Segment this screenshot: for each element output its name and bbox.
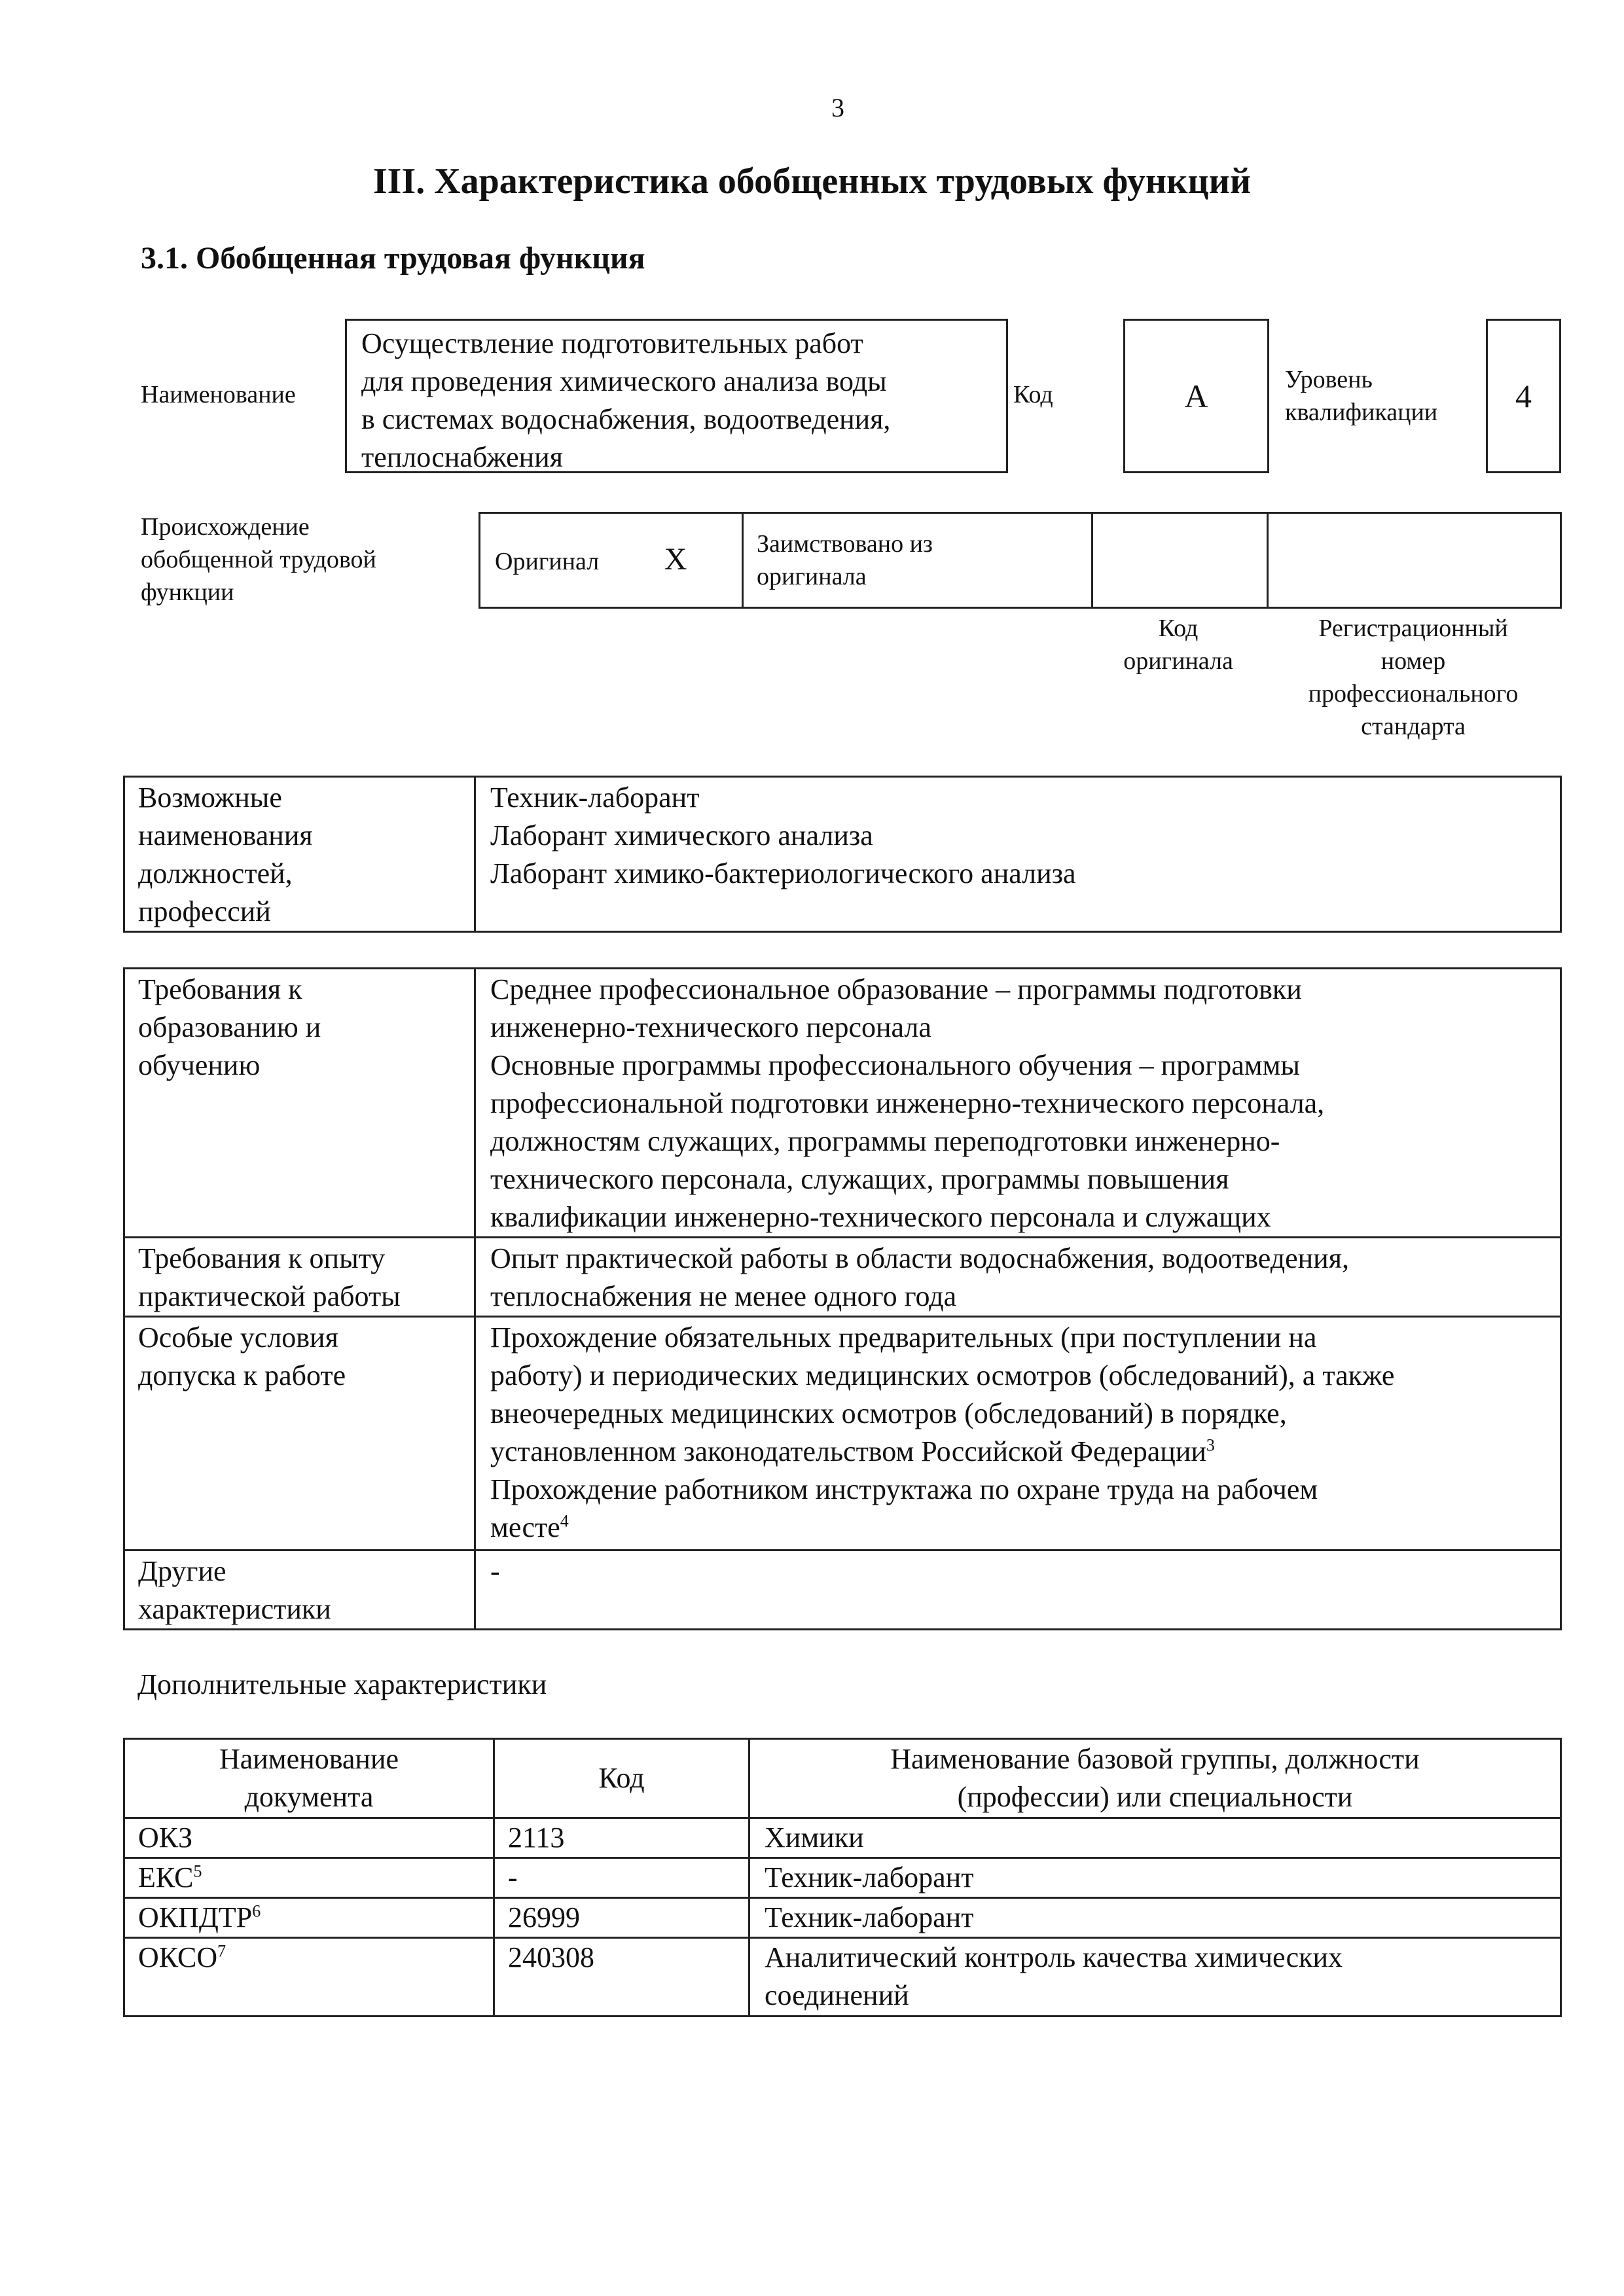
caption-reg-number-line: профессионального <box>1308 680 1519 708</box>
function-code-label: Код <box>1013 381 1053 408</box>
function-code-box <box>1123 319 1269 473</box>
function-name-box <box>345 319 1008 473</box>
requirement-value-line: Основные программы профессионального обучения – программы <box>490 1049 1300 1081</box>
requirement-label-line: практической работы <box>138 1280 401 1312</box>
positions-label-line: должностей, <box>138 857 293 889</box>
caption-reg-number-line: стандарта <box>1361 713 1466 740</box>
positions-label-line: наименования <box>138 819 313 852</box>
origin-original-cell <box>480 513 743 608</box>
group-line: соединений <box>765 1979 909 2011</box>
requirement-label-line: допуска к работе <box>138 1359 346 1391</box>
origin-label <box>141 511 376 609</box>
positions-label-cell <box>124 777 475 932</box>
group-cell <box>749 1898 1561 1938</box>
requirement-label-line: образованию и <box>138 1011 321 1043</box>
origin-original-mark: X <box>664 541 687 577</box>
footnote-marker: 7 <box>217 1941 226 1961</box>
requirement-row-education <box>124 969 1561 1238</box>
doc-cell <box>124 1938 494 2017</box>
requirement-row-special-conditions <box>124 1317 1561 1551</box>
doc-name: ОКПДТР <box>138 1901 253 1933</box>
code-cell: 240308 <box>494 1938 749 2017</box>
header-doc <box>124 1739 494 1818</box>
header-doc-line: Наименование <box>219 1743 399 1775</box>
doc-cell <box>124 1898 494 1938</box>
table-row <box>124 1858 1561 1898</box>
function-name-line: в системах водоснабжения, водоотведения, <box>361 403 891 435</box>
origin-table <box>478 512 1562 609</box>
doc-cell <box>124 1858 494 1898</box>
requirement-value-line: работу) и периодических медицинских осмотров (обследований), а также <box>490 1359 1395 1391</box>
caption-reg-number-line: Регистрационный <box>1318 615 1508 642</box>
group-line: Техник-лаборант <box>765 1901 974 1933</box>
origin-code-cell <box>1092 513 1268 608</box>
requirement-value-line: - <box>490 1555 500 1587</box>
additional-title: Дополнительные характеристики <box>137 1668 547 1700</box>
origin-borrowed-line: Заимствовано из <box>757 530 933 558</box>
position-title: Лаборант химико-бактериологического анализа <box>490 857 1076 889</box>
qualification-level-label-line: квалификации <box>1285 399 1438 426</box>
requirement-value-line: должностям служащих, программы переподготовки инженерно- <box>490 1125 1280 1157</box>
positions-values-cell <box>475 777 1561 932</box>
requirement-label-line: Требования к опыту <box>138 1242 386 1274</box>
requirement-row-experience <box>124 1238 1561 1317</box>
requirement-value-line: внеочередных медицинских осмотров (обследований) в порядке, <box>490 1397 1287 1429</box>
additional-header-row <box>124 1739 1561 1818</box>
header-group-line: (профессии) или специальности <box>957 1781 1353 1813</box>
group-cell <box>749 1938 1561 2017</box>
function-name-line: Осуществление подготовительных работ <box>361 327 863 359</box>
origin-label-line: обобщенной трудовой <box>141 546 376 573</box>
requirement-value-line: Прохождение работником инструктажа по охране труда на рабочем <box>490 1473 1318 1505</box>
group-line: Химики <box>765 1821 864 1854</box>
requirement-label-line: характеристики <box>138 1593 331 1625</box>
group-line: Аналитический контроль качества химических <box>765 1941 1343 1973</box>
subsection-title: 3.1. Обобщенная трудовая функция <box>141 241 645 276</box>
header-doc-line: документа <box>244 1781 374 1813</box>
caption-original-code-line: оригинала <box>1123 647 1233 675</box>
requirement-value-cell <box>475 969 1561 1238</box>
requirement-value-line <box>490 1509 1560 1547</box>
footnote-marker: 5 <box>193 1861 202 1881</box>
requirement-value-line: Опыт практической работы в области водоснабжения, водоотведения, <box>490 1242 1349 1274</box>
origin-borrowed-line: оригинала <box>757 563 867 590</box>
positions-table <box>123 776 1562 933</box>
origin-label-line: функции <box>141 579 234 606</box>
doc-name: ЕКС <box>138 1861 194 1893</box>
function-code-value: А <box>1184 378 1208 414</box>
table-row <box>124 1938 1561 2017</box>
requirement-label-line: Особые условия <box>138 1321 338 1354</box>
caption-reg-number-line: номер <box>1380 647 1446 675</box>
requirement-value-line: Среднее профессиональное образование – программы подготовки <box>490 973 1302 1005</box>
requirement-value-line: квалификации инженерно-технического персонала и служащих <box>490 1201 1271 1233</box>
group-cell <box>749 1818 1561 1858</box>
function-name-line: для проведения химического анализа воды <box>361 365 887 397</box>
requirement-value-line: профессиональной подготовки инженерно-технического персонала, <box>490 1087 1325 1119</box>
group-line: Техник-лаборант <box>765 1861 974 1893</box>
requirement-label-cell <box>124 969 475 1238</box>
requirement-label-line: Другие <box>138 1555 226 1587</box>
function-name-label: Наименование <box>141 381 296 408</box>
qualification-level-box <box>1486 319 1561 473</box>
caption-original-code-line: Код <box>1158 615 1199 642</box>
additional-table <box>123 1738 1562 2017</box>
origin-original-label: Оригинал <box>495 547 600 575</box>
group-cell <box>749 1858 1561 1898</box>
qualification-level-label-line: Уровень <box>1285 366 1373 393</box>
function-name-line: теплоснабжения <box>361 441 563 473</box>
doc-name: ОКСО <box>138 1941 218 1973</box>
requirement-value-line: технического персонала, служащих, программы повышения <box>490 1163 1229 1195</box>
section-title: III. Характеристика обобщенных трудовых функций <box>372 161 1252 202</box>
position-title: Лаборант химического анализа <box>490 819 873 852</box>
header-group <box>749 1739 1561 1818</box>
footnote-marker: 3 <box>1206 1435 1215 1455</box>
origin-reg-number-cell <box>1268 513 1561 608</box>
requirement-label-cell <box>124 1238 475 1317</box>
requirement-row-other <box>124 1551 1561 1630</box>
requirement-value-text: месте <box>490 1511 560 1543</box>
header-code: Код <box>494 1739 749 1818</box>
doc-name: ОКЗ <box>138 1821 193 1854</box>
positions-label-line: Возможные <box>138 781 282 814</box>
requirement-value-line: теплоснабжения не менее одного года <box>490 1280 957 1312</box>
origin-label-line: Происхождение <box>141 513 310 541</box>
table-row <box>124 1898 1561 1938</box>
requirement-value-cell <box>475 1317 1561 1551</box>
origin-borrowed-cell <box>743 513 1092 608</box>
requirement-value-line: инженерно-технического персонала <box>490 1011 931 1043</box>
doc-cell <box>124 1818 494 1858</box>
position-title: Техник-лаборант <box>490 781 700 814</box>
requirement-value-text: установленном законодательством Российской Федерации <box>490 1435 1206 1467</box>
page-number: 3 <box>831 93 844 122</box>
code-cell: 2113 <box>494 1818 749 1858</box>
requirement-label-cell <box>124 1551 475 1630</box>
requirement-label-cell <box>124 1317 475 1551</box>
header-group-line: Наименование базовой группы, должности <box>890 1743 1420 1775</box>
requirement-label-line: обучению <box>138 1049 261 1081</box>
qualification-level-label <box>1285 363 1437 429</box>
requirements-table <box>123 967 1562 1630</box>
qualification-level-value: 4 <box>1515 378 1532 414</box>
requirement-value-cell <box>475 1551 1561 1630</box>
requirement-value-line <box>490 1433 1560 1471</box>
requirement-value-line: Прохождение обязательных предварительных (при поступлении на <box>490 1321 1317 1354</box>
code-cell: 26999 <box>494 1898 749 1938</box>
code-cell: - <box>494 1858 749 1898</box>
requirement-value-cell <box>475 1238 1561 1317</box>
table-row <box>124 1818 1561 1858</box>
footnote-marker: 6 <box>252 1901 261 1921</box>
caption-reg-number <box>1267 612 1560 743</box>
caption-original-code <box>1091 612 1266 677</box>
requirement-label-line: Требования к <box>138 973 302 1005</box>
footnote-marker: 4 <box>560 1511 569 1531</box>
positions-label-line: профессий <box>138 895 271 927</box>
